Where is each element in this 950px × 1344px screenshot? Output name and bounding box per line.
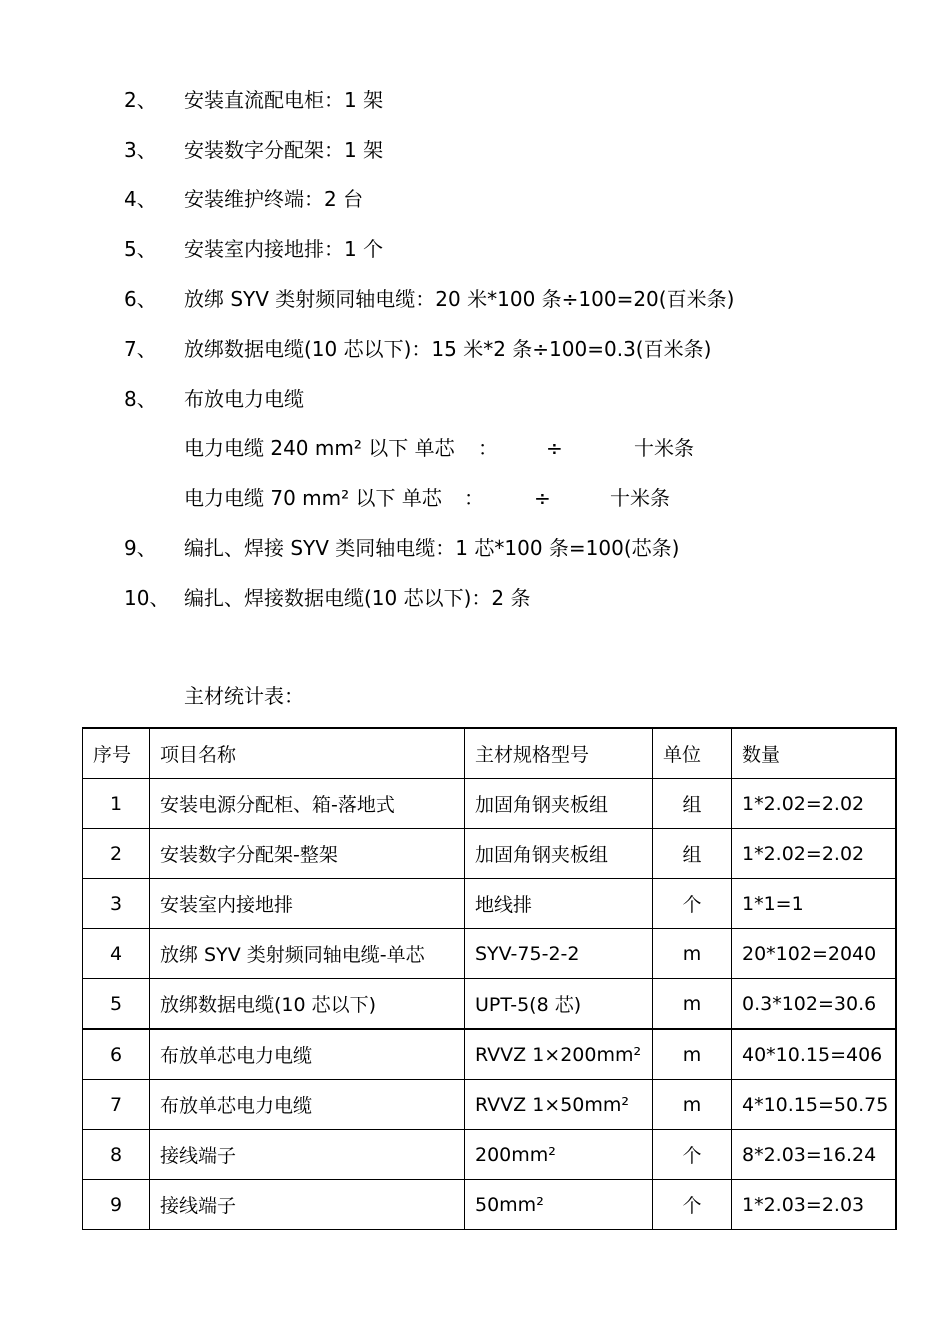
list-item-number: 9、 xyxy=(124,536,157,560)
list-item-number: 3、 xyxy=(124,138,157,162)
divide-symbol: ÷ xyxy=(534,486,551,510)
header-unit: 单位 xyxy=(653,728,732,779)
cell-quantity: 1*2.02=2.02 xyxy=(732,829,896,879)
table-row xyxy=(83,829,896,879)
sub-item-unit: 十米条 xyxy=(634,436,694,460)
cell-index: 9 xyxy=(83,1180,150,1230)
cell-unit: m xyxy=(653,1029,732,1080)
sub-item-unit: 十米条 xyxy=(610,486,670,510)
cell-unit: 组 xyxy=(653,779,732,829)
table-row xyxy=(83,879,896,929)
cell-spec: 加固角钢夹板组 xyxy=(465,829,653,879)
table-row xyxy=(83,1180,896,1230)
cell-quantity: 1*1=1 xyxy=(732,879,896,929)
cell-spec: 50mm² xyxy=(465,1180,653,1230)
sub-item-label: 电力电缆 70 mm² 以下 单芯 xyxy=(184,486,442,510)
table-row xyxy=(83,979,896,1030)
cell-unit: 组 xyxy=(653,829,732,879)
cell-quantity: 20*102=2040 xyxy=(732,929,896,979)
cell-index: 1 xyxy=(83,779,150,829)
cell-item-name: 接线端子 xyxy=(150,1180,465,1230)
cell-item-name: 放绑 SYV 类射频同轴电缆-单芯 xyxy=(150,929,465,979)
cell-unit: m xyxy=(653,979,732,1030)
cell-item-name: 放绑数据电缆(10 芯以下) xyxy=(150,979,465,1030)
cell-quantity: 0.3*102=30.6 xyxy=(732,979,896,1030)
list-item-text: 安装数字分配架：1 架 xyxy=(184,138,384,162)
cell-quantity: 40*10.15=406 xyxy=(732,1029,896,1080)
list-item-text: 布放电力电缆 xyxy=(184,387,304,411)
table-header-row xyxy=(83,728,896,779)
cell-quantity: 1*2.02=2.02 xyxy=(732,779,896,829)
table-row xyxy=(83,779,896,829)
cell-spec: 200mm² xyxy=(465,1130,653,1180)
header-item-name: 项目名称 xyxy=(150,728,465,779)
sub-item-colon: ： xyxy=(464,486,484,510)
cell-quantity: 4*10.15=50.75 xyxy=(732,1080,896,1130)
table-caption: 主材统计表： xyxy=(184,684,304,708)
list-item-text: 编扎、焊接数据电缆(10 芯以下)：2 条 xyxy=(184,586,531,610)
header-quantity: 数量 xyxy=(732,728,896,779)
cell-index: 6 xyxy=(83,1029,150,1080)
sub-item-colon: ： xyxy=(478,436,498,460)
cell-index: 8 xyxy=(83,1130,150,1180)
cell-item-name: 接线端子 xyxy=(150,1130,465,1180)
cell-item-name: 安装数字分配架-整架 xyxy=(150,829,465,879)
divide-symbol: ÷ xyxy=(546,436,563,460)
list-item-number: 7、 xyxy=(124,337,157,361)
cell-item-name: 布放单芯电力电缆 xyxy=(150,1029,465,1080)
list-item-text: 编扎、焊接 SYV 类同轴电缆：1 芯*100 条=100(芯条) xyxy=(184,536,680,560)
cell-item-name: 安装电源分配柜、箱-落地式 xyxy=(150,779,465,829)
header-spec: 主材规格型号 xyxy=(465,728,653,779)
cell-index: 4 xyxy=(83,929,150,979)
cell-spec: SYV-75-2-2 xyxy=(465,929,653,979)
cell-index: 7 xyxy=(83,1080,150,1130)
cell-index: 5 xyxy=(83,979,150,1030)
list-item-text: 放绑数据电缆(10 芯以下)：15 米*2 条÷100=0.3(百米条) xyxy=(184,337,712,361)
cell-quantity: 1*2.03=2.03 xyxy=(732,1180,896,1230)
list-item-text: 放绑 SYV 类射频同轴电缆：20 米*100 条÷100=20(百米条) xyxy=(184,287,735,311)
list-item-text: 安装直流配电柜：1 架 xyxy=(184,88,384,112)
list-item-text: 安装维护终端：2 台 xyxy=(184,187,364,211)
cell-index: 2 xyxy=(83,829,150,879)
list-item-number: 2、 xyxy=(124,88,157,112)
cell-item-name: 布放单芯电力电缆 xyxy=(150,1080,465,1130)
materials-table xyxy=(82,727,897,1230)
sub-item-label: 电力电缆 240 mm² 以下 单芯 xyxy=(184,436,455,460)
table-row xyxy=(83,1130,896,1180)
cell-spec: 加固角钢夹板组 xyxy=(465,779,653,829)
list-item-number: 10、 xyxy=(124,586,170,610)
list-item-number: 5、 xyxy=(124,237,157,261)
cell-spec: RVVZ 1×50mm² xyxy=(465,1080,653,1130)
cell-unit: m xyxy=(653,1080,732,1130)
table-row xyxy=(83,929,896,979)
header-index: 序号 xyxy=(83,728,150,779)
table-row xyxy=(83,1029,896,1080)
list-item-number: 8、 xyxy=(124,387,157,411)
table-row xyxy=(83,1080,896,1130)
cell-item-name: 安装室内接地排 xyxy=(150,879,465,929)
list-item-number: 6、 xyxy=(124,287,157,311)
list-item-text: 安装室内接地排：1 个 xyxy=(184,237,384,261)
cell-unit: m xyxy=(653,929,732,979)
cell-spec: UPT-5(8 芯) xyxy=(465,979,653,1030)
list-item-number: 4、 xyxy=(124,187,157,211)
cell-spec: RVVZ 1×200mm² xyxy=(465,1029,653,1080)
cell-index: 3 xyxy=(83,879,150,929)
cell-unit: 个 xyxy=(653,1180,732,1230)
cell-quantity: 8*2.03=16.24 xyxy=(732,1130,896,1180)
cell-unit: 个 xyxy=(653,1130,732,1180)
cell-unit: 个 xyxy=(653,879,732,929)
cell-spec: 地线排 xyxy=(465,879,653,929)
